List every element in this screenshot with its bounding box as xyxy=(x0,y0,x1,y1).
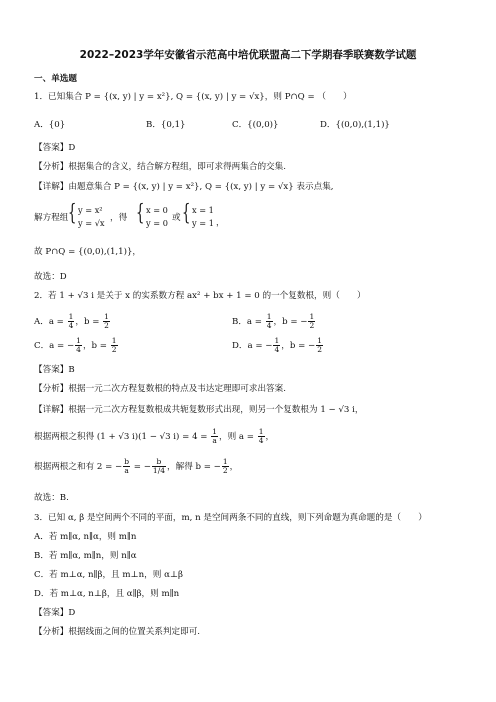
q2-choose: 故选：B. xyxy=(34,493,69,503)
q3-analysis: 【分析】根据线面之间的位置关系判定即可. xyxy=(34,627,201,637)
option-letter: C． xyxy=(34,341,50,351)
fraction xyxy=(123,458,130,475)
sum-mid: ，解得 b = − xyxy=(167,462,221,472)
fraction-numerator: 1 xyxy=(309,312,315,321)
fraction-denominator: 4 xyxy=(258,436,264,445)
fraction-denominator: 2 xyxy=(317,345,323,354)
section-heading: 一、单选题 xyxy=(34,74,77,84)
q2-analysis: 【分析】根据一元二次方程复数根的特点及韦达定理即可求出答案. xyxy=(34,384,286,394)
fraction-numerator: 1 xyxy=(274,336,280,345)
q2-detail: 【详解】根据一元二次方程复数根成共轭复数形式出现，则另一个复数根为 1 − √3 i， xyxy=(34,405,364,415)
q1-solve-or: 或 xyxy=(172,213,181,223)
fraction-numerator: 1 xyxy=(68,312,74,321)
fraction xyxy=(308,313,315,330)
fraction-numerator: 1 xyxy=(104,312,109,321)
fraction-denominator: 2 xyxy=(111,345,117,354)
fraction xyxy=(68,313,75,330)
fraction-numerator: 1 xyxy=(76,336,81,345)
fraction xyxy=(211,428,218,445)
q1-solve-end: ， xyxy=(216,218,225,228)
fraction xyxy=(258,428,265,445)
q1-solve-prefix: 解方程组 xyxy=(34,213,69,223)
fraction xyxy=(266,313,273,330)
q1-option-d: D．{(0,0),(1,1)} xyxy=(320,120,390,130)
fraction-denominator: a xyxy=(124,466,129,475)
q2-sum-line xyxy=(34,458,238,475)
q1-analysis: 【分析】根据集合的含义，结合解方程组，即可求得两集合的交集. xyxy=(34,162,286,172)
page-title: 2022–2023学年安徽省示范高中培优联盟高二下学期春季联赛数学试题 xyxy=(79,49,417,61)
q2-stem: 2．若 1 + √3 i 是关于 x 的实系数方程 ax² + bx + 1 = 0 的一个复数根，则（ ） xyxy=(34,291,366,301)
q1-answer: 【答案】D xyxy=(34,143,76,153)
q3-answer: 【答案】D xyxy=(34,608,76,618)
brace-symbol: { xyxy=(68,201,77,226)
brace-symbol: { xyxy=(182,201,191,226)
q1-solve-mid: ，得 xyxy=(110,213,128,223)
fraction xyxy=(222,458,229,475)
option-letter: B． xyxy=(232,317,247,327)
fraction-numerator: 1 xyxy=(258,427,264,436)
fraction-numerator: b xyxy=(152,458,166,467)
fraction xyxy=(152,458,166,475)
fraction-numerator: 1 xyxy=(111,336,117,345)
eq-a: a = − xyxy=(247,341,273,351)
eq-b: ，b = xyxy=(82,341,110,351)
eq-a: a = − xyxy=(49,341,75,351)
q1-result: 故 P∩Q = {(0,0),(1,1)}， xyxy=(34,247,142,257)
fraction-denominator: 1/4 xyxy=(152,466,165,475)
q2-option-b xyxy=(232,313,316,330)
q1-option-b: B．{0,1} xyxy=(146,120,186,130)
eq-a: a = xyxy=(246,317,265,327)
sum-mid: = − xyxy=(131,462,151,472)
fraction-numerator: b xyxy=(124,457,130,466)
fraction-numerator: 1 xyxy=(266,312,272,321)
product-end: ， xyxy=(265,432,275,442)
eq-b: ，b = xyxy=(75,317,103,327)
fraction-denominator: 2 xyxy=(309,321,315,330)
fraction xyxy=(103,313,110,330)
q2-option-a xyxy=(34,313,111,330)
fraction-denominator: 4 xyxy=(76,345,81,354)
eq-b: ，b = − xyxy=(281,341,316,351)
fraction-denominator: 2 xyxy=(222,466,228,475)
q3-stem: 3．已知 α, β 是空间两个不同的平面，m, n 是空间两条不同的直线，则下列命题为真命题的是（ ） xyxy=(34,513,427,523)
solution-x1: x = 1 xyxy=(192,205,214,215)
q3-option-c: C．若 m⊥α, n∥β，且 m⊥n，则 α⊥β xyxy=(34,570,183,580)
fraction-denominator: a xyxy=(212,436,217,445)
product-mid: ，则 a = xyxy=(219,432,257,442)
q3-option-a: A．若 m∥α, n∥α，则 m∥n xyxy=(34,532,137,542)
q1-option-a: A．{0} xyxy=(34,120,66,130)
fraction-denominator: 4 xyxy=(274,345,280,354)
solution-y0: y = 0 xyxy=(146,218,168,228)
option-letter: D． xyxy=(232,341,248,351)
fraction-denominator: 4 xyxy=(266,321,272,330)
eq-a: a = xyxy=(48,317,67,327)
q2-answer: 【答案】B xyxy=(34,365,75,375)
eq-b: ，b = − xyxy=(273,317,308,327)
q1-detail: 【详解】由题意集合 P = {(x, y) | y = x²}, Q = {(x, y) | y = √x} 表示点集, xyxy=(34,182,334,192)
sum-text: 根据两根之和有 2 = − xyxy=(34,462,123,472)
fraction-numerator: 1 xyxy=(212,427,217,436)
fraction-denominator: 4 xyxy=(68,321,74,330)
q1-choose: 故选：D xyxy=(34,272,67,282)
system-eq-1: y = x² xyxy=(78,205,103,215)
q3-option-b: B．若 m∥α, m∥n，则 n∥α xyxy=(34,551,137,561)
brace-symbol: { xyxy=(136,201,145,226)
sum-end: ， xyxy=(229,462,239,472)
q2-product-line xyxy=(34,428,274,445)
system-eq-2: y = √x xyxy=(78,218,105,228)
solution-x0: x = 0 xyxy=(146,205,168,215)
fraction-numerator: 1 xyxy=(222,457,228,466)
fraction xyxy=(111,337,118,354)
solution-y1: y = 1 xyxy=(192,218,214,228)
product-text: 根据两根之积得 (1 + √3 i)(1 − √3 i) = 4 = xyxy=(34,432,211,442)
q2-option-c xyxy=(34,337,119,354)
option-letter: A． xyxy=(34,317,49,327)
q1-stem: 1．已知集合 P = {(x, y) | y = x²}, Q = {(x, y) | y = √x}，则 P∩Q = （ ） xyxy=(34,92,352,102)
fraction xyxy=(75,337,82,354)
q1-option-c: C．{(0,0)} xyxy=(232,120,279,130)
fraction xyxy=(316,337,323,354)
q3-option-d: D．若 m⊥α, n⊥β，且 α∥β，则 m∥n xyxy=(34,589,180,599)
fraction-denominator: 2 xyxy=(104,321,109,330)
fraction xyxy=(273,337,280,354)
q2-option-d xyxy=(232,337,324,354)
fraction-numerator: 1 xyxy=(317,336,323,345)
